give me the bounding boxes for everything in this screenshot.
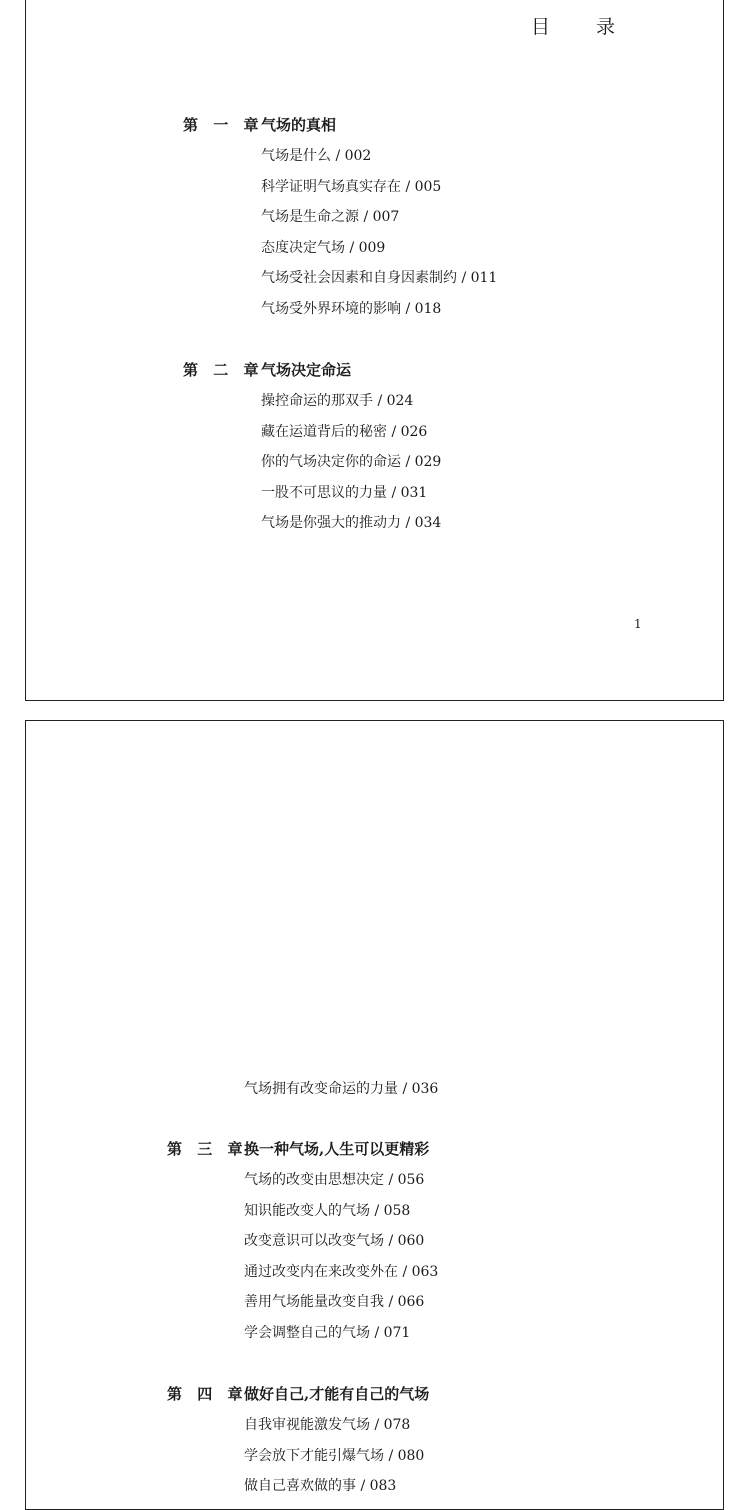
chapter-number: 第 一 章 bbox=[183, 116, 264, 134]
toc-entry: 藏在运道背后的秘密 / 026 bbox=[261, 423, 428, 440]
chapter-title: 做好自己,才能有自己的气场 bbox=[244, 1385, 430, 1403]
chapter-entries bbox=[244, 1168, 438, 1352]
chapter-entries bbox=[244, 1077, 438, 1108]
chapter-title: 气场决定命运 bbox=[261, 361, 352, 379]
toc-entry: 通过改变内在来改变外在 / 063 bbox=[244, 1263, 439, 1280]
toc-entry: 自我审视能激发气场 / 078 bbox=[244, 1417, 411, 1433]
toc-entry: 知识能改变人的气场 / 058 bbox=[244, 1202, 411, 1219]
toc-entry: 气场受社会因素和自身因素制约 / 011 bbox=[261, 270, 498, 287]
toc-entry: 学会放下才能引爆气场 / 080 bbox=[244, 1447, 425, 1464]
chapter-number: 第 三 章 bbox=[167, 1140, 248, 1158]
chapter-entries bbox=[244, 1413, 424, 1505]
chapter-entries bbox=[261, 389, 441, 542]
toc-entry: 气场是你强大的推动力 / 034 bbox=[261, 515, 442, 532]
toc-entry: 善用气场能量改变自我 / 066 bbox=[244, 1294, 425, 1311]
toc-page-2 bbox=[25, 720, 724, 1510]
toc-entry: 做自己喜欢做的事 / 083 bbox=[244, 1478, 397, 1495]
toc-entry: 态度决定气场 / 009 bbox=[261, 239, 386, 256]
chapter-entries bbox=[261, 144, 497, 328]
toc-entry: 操控命运的那双手 / 024 bbox=[261, 393, 414, 409]
chapter-number: 第 二 章 bbox=[183, 361, 264, 379]
toc-page-1 bbox=[25, 0, 724, 701]
toc-entry: 气场受外界环境的影响 / 018 bbox=[261, 300, 442, 317]
toc-entry: 科学证明气场真实存在 / 005 bbox=[261, 178, 442, 195]
toc-entry: 气场拥有改变命运的力量 / 036 bbox=[244, 1081, 439, 1097]
toc-title: 目 录 bbox=[531, 16, 636, 38]
toc-entry: 你的气场决定你的命运 / 029 bbox=[261, 454, 442, 471]
toc-entry: 气场的改变由思想决定 / 056 bbox=[244, 1172, 425, 1188]
chapter-title: 气场的真相 bbox=[261, 116, 337, 134]
toc-entry: 气场是什么 / 002 bbox=[261, 148, 372, 164]
page-number: 1 bbox=[634, 617, 642, 631]
toc-entry: 一股不可思议的力量 / 031 bbox=[261, 484, 428, 501]
chapter-number: 第 四 章 bbox=[167, 1385, 248, 1403]
toc-entry: 改变意识可以改变气场 / 060 bbox=[244, 1233, 425, 1250]
toc-entry: 气场是生命之源 / 007 bbox=[261, 209, 400, 226]
toc-entry: 学会调整自己的气场 / 071 bbox=[244, 1324, 411, 1341]
chapter-title: 换一种气场,人生可以更精彩 bbox=[244, 1140, 430, 1158]
